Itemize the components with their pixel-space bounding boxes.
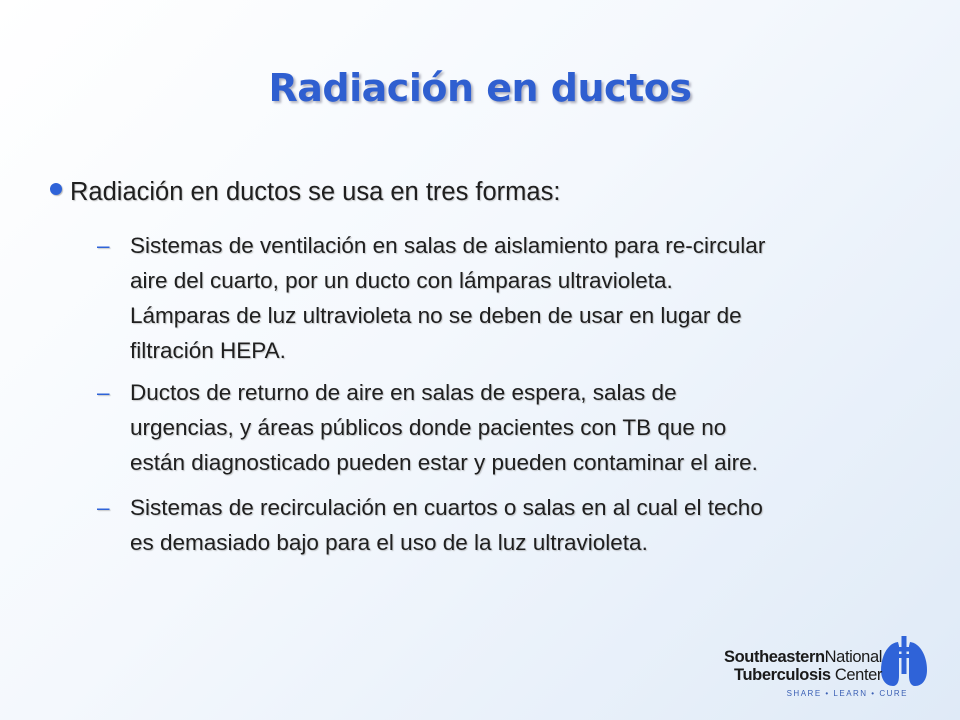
sub-item-2-text [130, 375, 930, 480]
sub-item-1-text [130, 228, 930, 368]
dash-icon: – [97, 233, 110, 258]
sub-item-line: es demasiado bajo para el uso de la luz ultravioleta. [130, 530, 648, 555]
logo-line-1 [724, 648, 882, 667]
slide-title: Radiación en ductos [268, 66, 692, 110]
sub-item-line: Lámparas de luz ultravioleta no se deben de usar en lugar de [130, 303, 742, 328]
main-bullet [50, 178, 560, 207]
logo-tagline: SHARE • LEARN • CURE [786, 689, 908, 698]
logo-line-1-bold: Southeastern [724, 648, 825, 666]
sub-item-line: filtración HEPA. [130, 338, 286, 363]
dash-icon: – [97, 380, 110, 405]
sntc-logo [722, 634, 940, 706]
sub-item-line: Sistemas de recirculación en cuartos o salas en al cual el techo [130, 495, 763, 520]
sub-item-line: están diagnosticado pueden estar y pueden contaminar el aire. [130, 450, 758, 475]
logo-line-2 [734, 666, 882, 685]
logo-line-2-bold: Tuberculosis [734, 666, 831, 684]
sub-item-3-text [130, 490, 930, 560]
sub-item-line: urgencias, y áreas públicos donde pacientes con TB que no [130, 415, 727, 440]
main-bullet-text: Radiación en ductos se usa en tres formas: [70, 178, 561, 206]
dash-icon: – [97, 495, 110, 520]
sub-item-line: aire del cuarto, por un ducto con lámparas ultravioleta. [130, 268, 673, 293]
bullet-dot-icon [50, 183, 62, 195]
sub-item-line: Ductos de returno de aire en salas de espera, salas de [130, 380, 677, 405]
lungs-cross-icon [878, 634, 930, 692]
sub-item-line: Sistemas de ventilación en salas de aislamiento para re-circular [130, 233, 766, 258]
logo-line-2-regular: Center [834, 666, 882, 684]
logo-line-1-regular: National [824, 648, 882, 666]
